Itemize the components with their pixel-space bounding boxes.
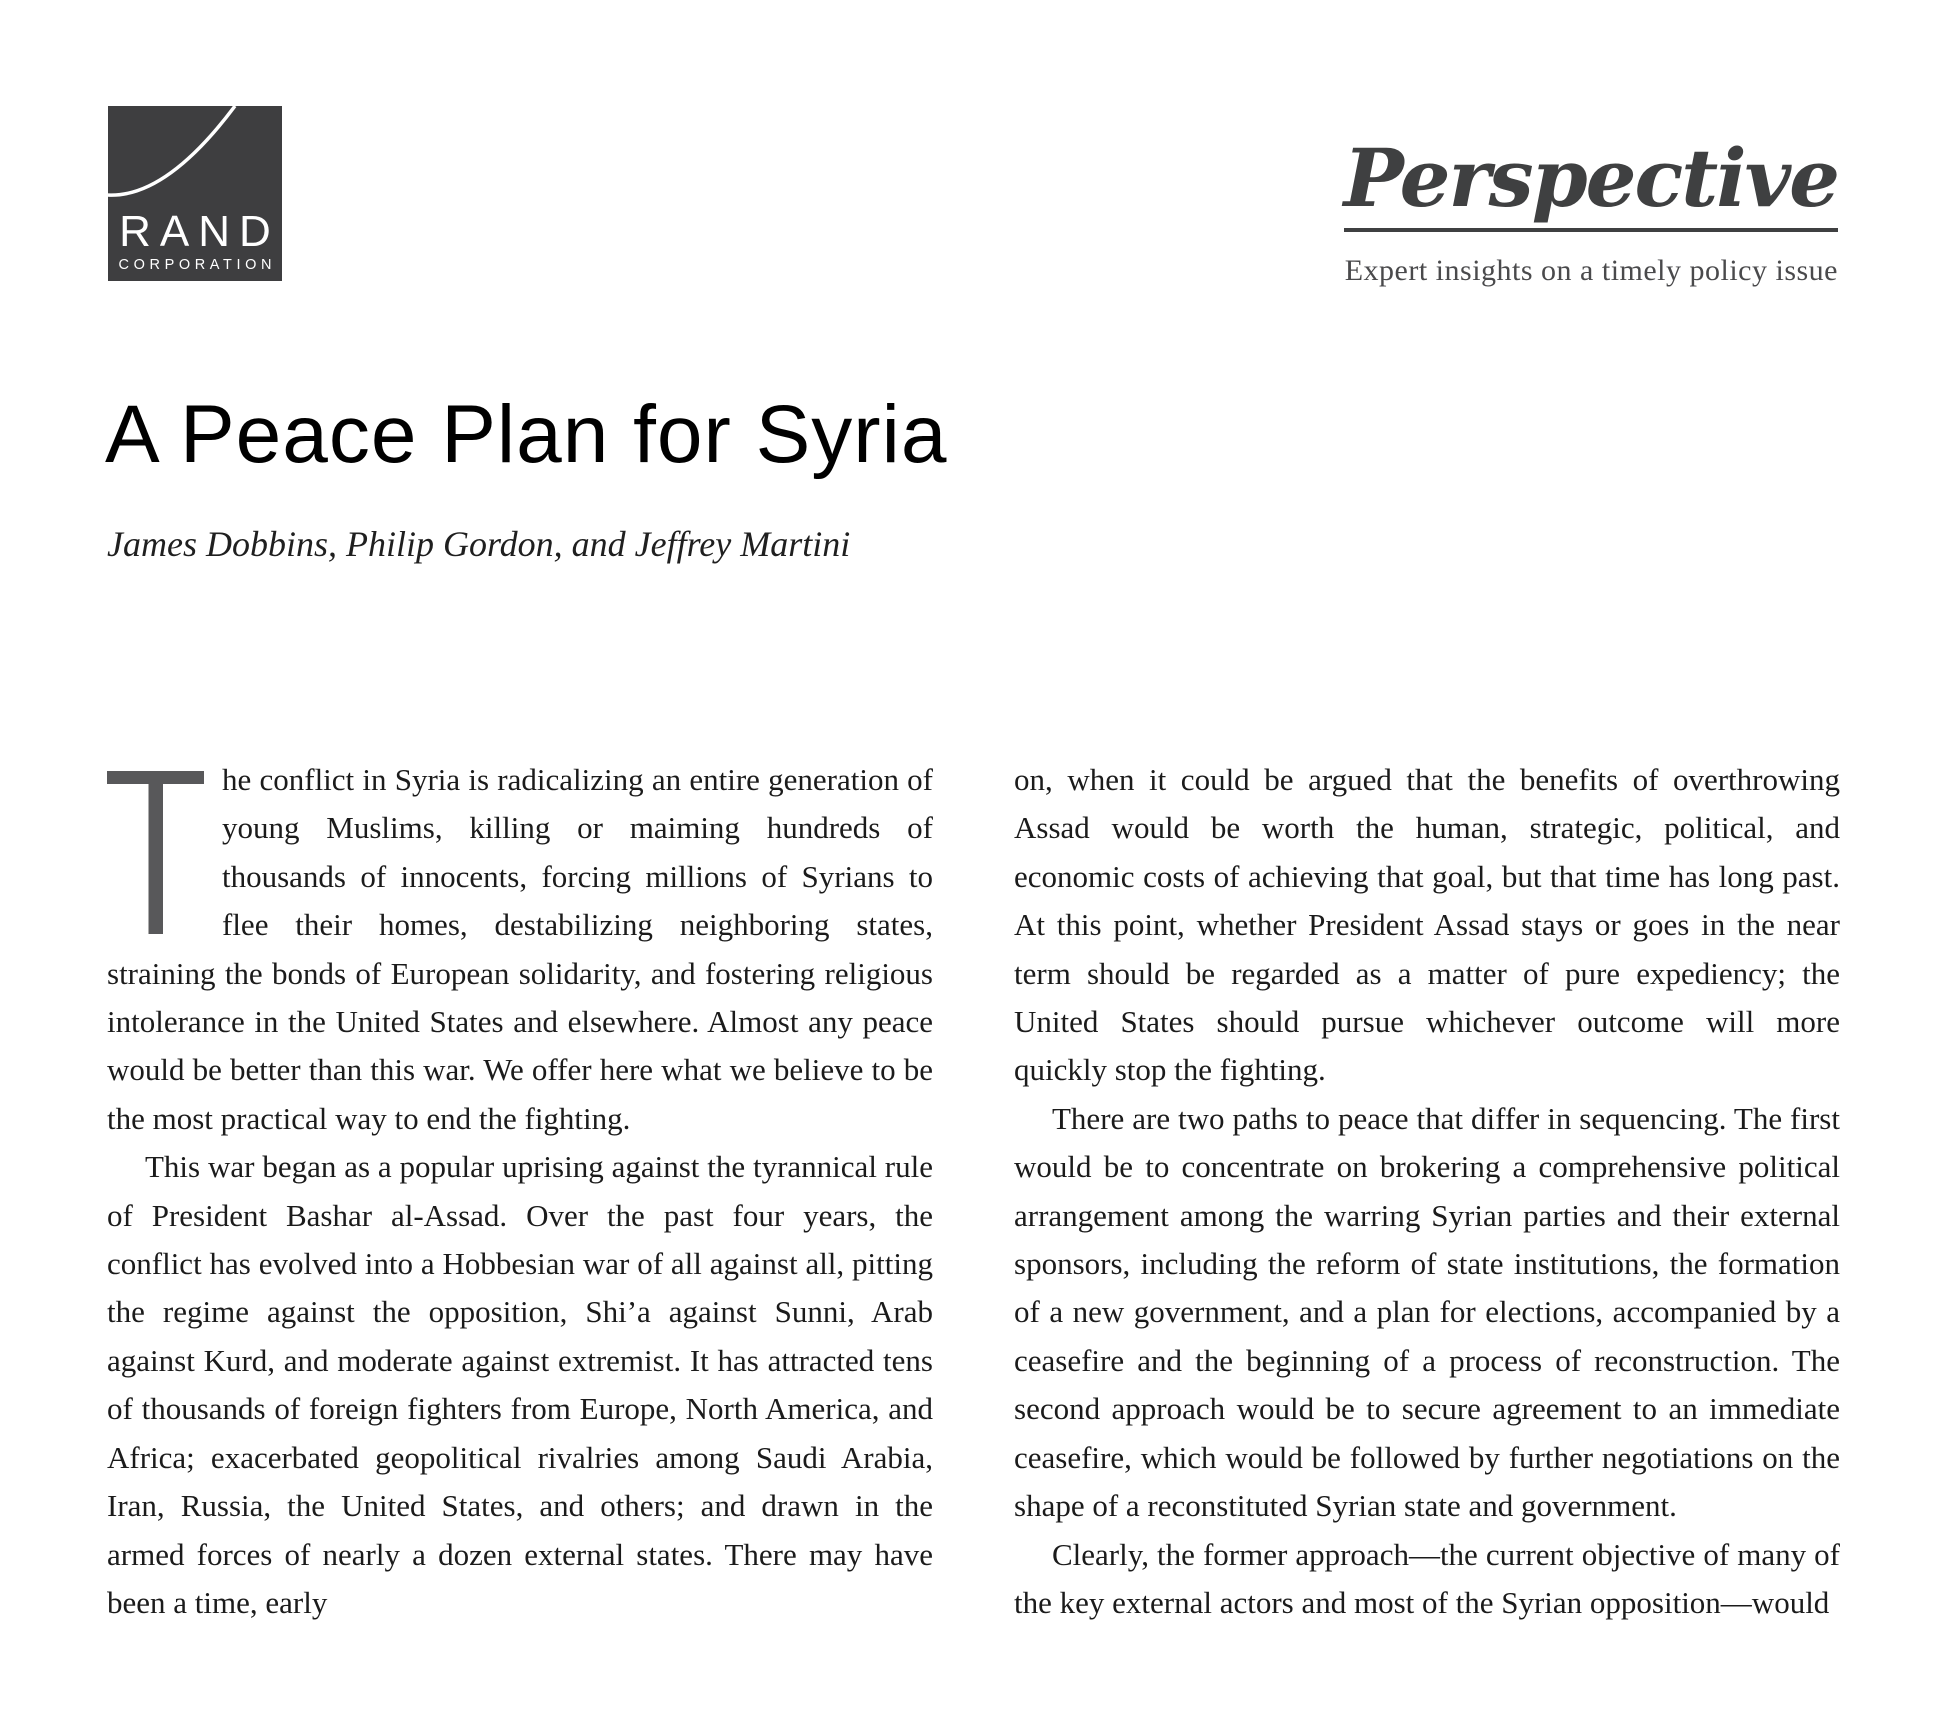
paragraph-2-continued: on, when it could be argued that the benefits of overthrowing Assad would be worth the human, strategic, political, and economic costs of achieving that goal, but that time has long past. At this point, whether President Assad stays or goes in the near term should be regarded as a matter of pure expediency; the United States should pursue whichever outcome will more quickly stop the fighting. xyxy=(1014,762,1840,1088)
rand-logo xyxy=(108,106,282,281)
masthead xyxy=(1343,131,1838,287)
masthead-tagline: Expert insights on a timely policy issue xyxy=(1344,254,1838,287)
drop-cap-letter-icon xyxy=(107,771,204,934)
drop-cap xyxy=(107,756,222,936)
masthead-rule xyxy=(1344,228,1838,232)
paragraph-1-text: he conflict in Syria is radicalizing an entire generation of young Muslims, killing or maiming hundreds of thousands of innocents, forcing millions of Syrians to flee their homes, destabilizing neighboring states, straining the bonds of European solidarity, and fostering religious intolerance in the United States and elsewhere. Almost any peace would be better than this war. We offer here what we believe to be the most practical way to end the fighting. xyxy=(107,762,933,1136)
authors-line: James Dobbins, Philip Gordon, and Jeffrey Martini xyxy=(107,524,851,564)
drop-cap-text xyxy=(222,756,223,757)
logo-subtitle-row xyxy=(108,258,282,273)
logo-wordmark xyxy=(108,207,282,256)
paragraph-1 xyxy=(107,756,933,1143)
paragraph-2: This war began as a popular uprising against the tyrannical rule of President Bashar al-Assad. Over the past four years, the conflict has evolved into a Hobbesian war of all against all, pitting the regime against the opposition, Shi’a against Sunni, Arab against Kurd, and moderate against extremist. It has attracted tens of thousands of foreign fighters from Europe, North America, and Africa; exacerbated geopolitical rivalries among Saudi Arabia, Iran, Russia, the United States, and others; and drawn in the armed forces of nearly a dozen external states. There may have been a time, early xyxy=(107,1149,933,1620)
logo-name-text: RAND xyxy=(119,207,280,256)
paragraph-3: There are two paths to peace that differ in sequencing. The first would be to concentrate on brokering a comprehensive political arrangement among the warring Syrian parties and their external sponsors, including the reform of state institutions, the formation of a new government, and a plan for elections, accompanied by a ceasefire and the beginning of a process of reconstruction. The second approach would be to secure agreement to an immediate ceasefire, which would be followed by further negotiations on the shape of a reconstituted Syrian state and government. xyxy=(1014,1100,1840,1524)
right-column xyxy=(1014,756,1840,1627)
paragraph-4: Clearly, the former approach—the current objective of many of the key external actors and most of the Syrian opposition—would xyxy=(1014,1536,1840,1620)
article-body xyxy=(107,756,1840,1627)
masthead-title: Perspective xyxy=(1343,131,1838,225)
logo-subtitle-text: CORPORATION xyxy=(118,256,277,273)
left-column xyxy=(107,756,933,1627)
page-title: A Peace Plan for Syria xyxy=(105,389,948,480)
